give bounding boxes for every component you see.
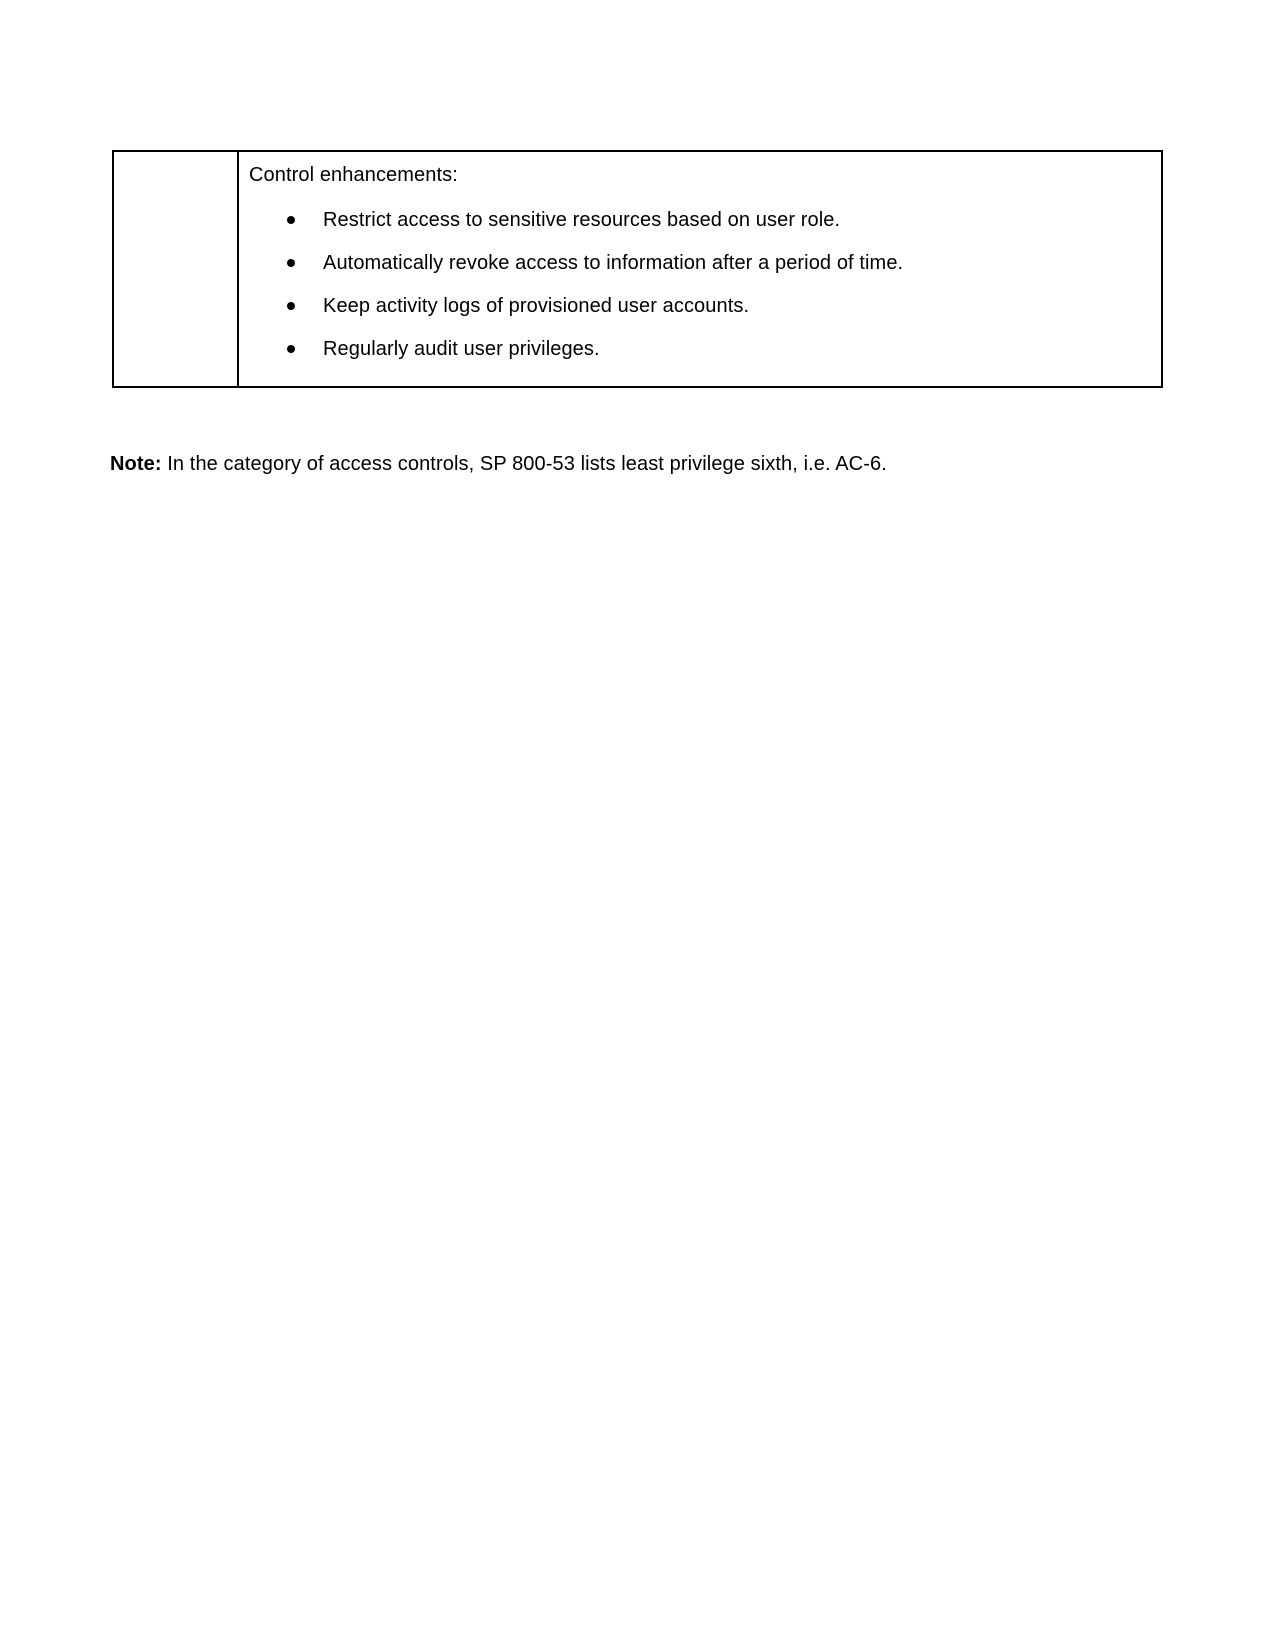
list-item-text: Regularly audit user privileges.	[323, 338, 600, 360]
table-cell-empty	[114, 152, 239, 386]
list-item	[249, 207, 1143, 233]
control-enhancements-heading: Control enhancements:	[249, 164, 458, 186]
list-item-text: Restrict access to sensitive resources based on user role.	[323, 209, 841, 231]
note-paragraph	[110, 451, 1110, 478]
list-item	[249, 336, 1143, 362]
bullet-icon	[287, 216, 295, 224]
bullet-icon	[287, 345, 295, 353]
note-label: Note:	[110, 453, 162, 475]
list-item	[249, 293, 1143, 319]
control-enhancements-list	[249, 207, 1143, 362]
bullet-icon	[287, 259, 295, 267]
note-text: In the category of access controls, SP 800-53 lists least privilege sixth, i.e. AC-6.	[161, 453, 887, 475]
list-item-text: Automatically revoke access to information after a period of time.	[323, 252, 904, 274]
table-cell-content	[239, 152, 1161, 386]
list-item-text: Keep activity logs of provisioned user accounts.	[323, 295, 750, 317]
list-item	[249, 250, 1143, 276]
control-enhancements-table	[112, 150, 1163, 388]
bullet-icon	[287, 302, 295, 310]
